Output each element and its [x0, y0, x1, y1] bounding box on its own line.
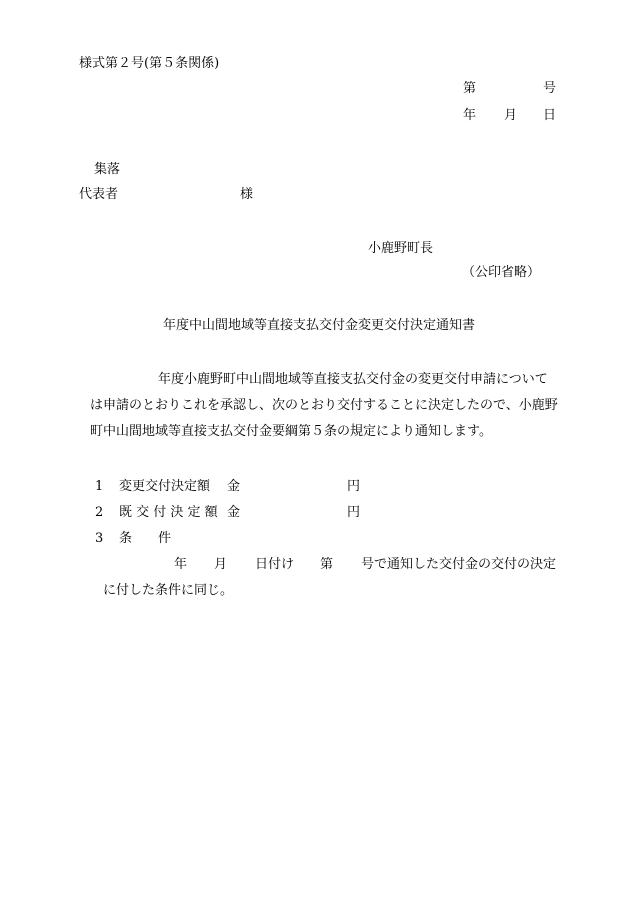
date-month: 月 — [504, 108, 518, 123]
item-2-kin: 金 — [227, 505, 241, 520]
condition-year: 年 — [174, 557, 188, 572]
item-2-yen: 円 — [347, 505, 361, 520]
sender-name: 小鹿野町長 — [368, 241, 434, 256]
document-title: 年度中山間地域等直接支払交付金変更交付決定通知書 — [163, 318, 476, 333]
date-year: 年 — [463, 108, 477, 123]
recipient-honorific: 様 — [240, 187, 254, 202]
condition-text: 号で通知した交付金の交付の決定 — [361, 557, 557, 572]
recipient-village: 集落 — [94, 162, 121, 177]
condition-line-2: に付した条件に同じ。 — [103, 583, 234, 598]
item-2-number: 2 — [95, 505, 104, 520]
doc-number-prefix: 第 — [463, 81, 477, 96]
date-day: 日 — [543, 108, 557, 123]
item-3-number: 3 — [95, 531, 104, 546]
doc-number-suffix: 号 — [543, 81, 557, 96]
seal-note: （公印省略） — [462, 265, 541, 280]
item-1-label: 変更交付決定額 — [119, 479, 211, 494]
body-line-2: は申請のとおりこれを承認し、次のとおり交付することに決定したので、小鹿野 — [90, 398, 558, 413]
form-number: 様式第２号(第５条関係) — [79, 56, 220, 71]
item-3-label: 条 件 — [119, 531, 172, 546]
item-1-yen: 円 — [347, 479, 361, 494]
condition-dai: 第 — [320, 557, 334, 572]
item-1-number: 1 — [95, 479, 104, 494]
item-1-kin: 金 — [227, 479, 241, 494]
item-2-label: 既 交 付 決 定 額 — [119, 505, 218, 520]
recipient-representative: 代表者 — [79, 187, 119, 202]
body-line-3: 町中山間地域等直接支払交付金要綱第５条の規定により通知します。 — [90, 424, 492, 439]
body-line-1: 年度小鹿野町中山間地域等直接支払交付金の変更交付申請について — [158, 372, 548, 387]
condition-month: 月 — [214, 557, 228, 572]
condition-dated: 日付け — [255, 557, 295, 572]
